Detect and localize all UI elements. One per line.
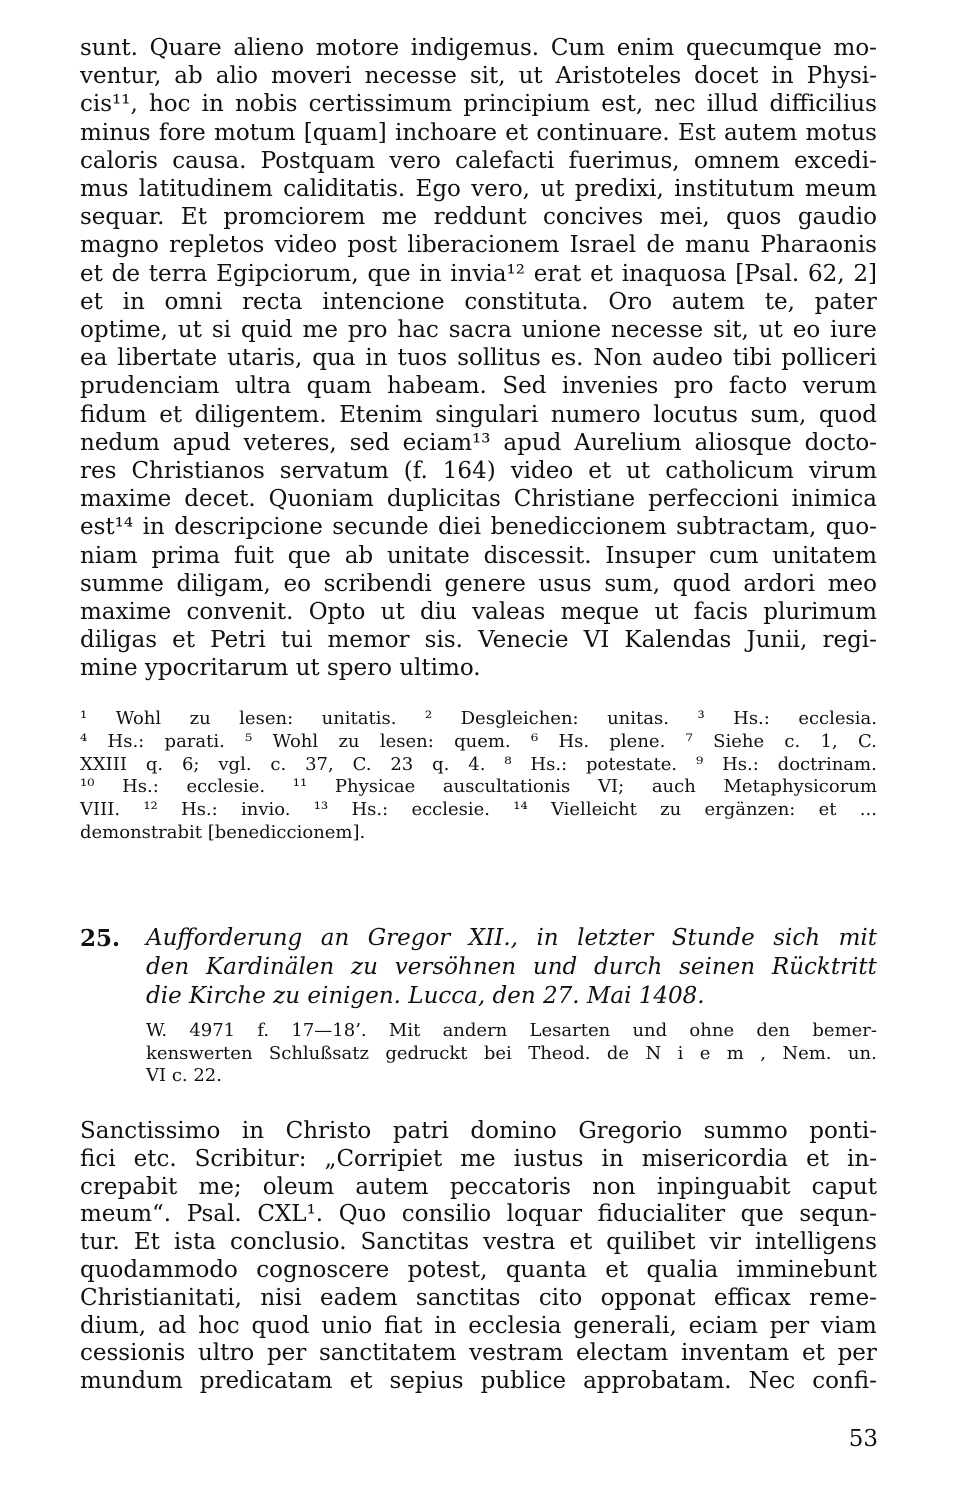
text-top-line: summe diligam, eo scribendi genere usus sum, quod ardori meo	[80, 570, 877, 597]
rubric-line: Aufforderung an Gregor XII., in letzter Stunde sich mit	[146, 925, 877, 951]
text-top-line: prudenciam ultra quam habeam. Sed invenies pro facto verum	[80, 373, 877, 400]
text-top-line: maxime decet. Quoniam duplicitas Christiane perfeccioni inimica	[80, 486, 877, 513]
text-top-line: et in omni recta intencione constituta. Oro autem te, pater	[80, 288, 877, 315]
rubric-line: die Kirche zu einigen. Lucca, den 27. Mai 1408.	[146, 983, 705, 1009]
text-top-line: ea libertate utaris, qua in tuos sollitus es. Non audeo tibi polliceri	[80, 345, 877, 372]
text-top-line: niam prima fuit que ab unitate discessit. Insuper cum unitatem	[80, 542, 877, 569]
document-number: 25.	[80, 925, 121, 952]
text-bottom-line: Sanctissimo in Christo patri domino Gregorio summo ponti-	[80, 1118, 877, 1144]
text-top-line: fidum et diligentem. Etenim singulari numero locutus sum, quod	[80, 401, 877, 428]
text-top-line: minus fore motum [quam] inchoare et continuare. Est autem motus	[80, 119, 877, 146]
text-top-line: sequar. Et promciorem me reddunt concives mei, quos gaudio	[80, 204, 877, 231]
text-top-line: et de terra Egipciorum, que in invia¹² erat et inaquosa [Psal. 62, 2]	[80, 260, 877, 287]
text-bottom-line: mundum predicatam et sepius publice approbatam. Nec confi-	[80, 1368, 877, 1395]
text-top-line: ventur, ab alio moveri necesse sit, ut Aristoteles docet in Physi-	[80, 63, 877, 90]
footnote-line: demonstrabit [benediccionem].	[80, 822, 366, 843]
text-top-line: cis¹¹, hoc in nobis certissimum principium est, nec illud difficilius	[80, 91, 877, 118]
footnote-line: ⁴ Hs.: parati. ⁵ Wohl zu lesen: quem. ⁶ Hs. plene. ⁷ Siehe c. 1, C.	[80, 730, 877, 752]
source-note-line: VI c. 22.	[146, 1065, 222, 1086]
text-bottom-line: quodammodo cognoscere potest, quanta et qualia imminebunt	[80, 1257, 877, 1283]
text-top-line: mus latitudinem caliditatis. Ego vero, ut predixi, institutum meum	[80, 176, 877, 202]
text-bottom-line: dium, ad hoc quod unio fiat in ecclesia generali, eciam per viam	[80, 1312, 877, 1339]
text-top-line: est¹⁴ in descripcione secunde diei benediccionem subtractam, quo-	[80, 514, 877, 541]
rubric-line: den Kardinälen zu versöhnen und durch seinen Rücktritt	[146, 954, 877, 980]
text-bottom-line: tur. Et ista conclusio. Sanctitas vestra et quilibet vir intelligens	[80, 1229, 877, 1256]
footnote-line: ¹ Wohl zu lesen: unitatis. ² Desgleichen: unitas. ³ Hs.: ecclesia.	[80, 708, 877, 729]
text-top-line: diligas et Petri tui memor sis. Venecie VI Kalendas Junii, regi-	[80, 627, 877, 654]
text-bottom-line: fici etc. Scribitur: „Corripiet me iustus in misericordia et in-	[80, 1145, 877, 1172]
text-top-line: nedum apud veteres, sed eciam¹³ apud Aurelium aliosque docto-	[80, 429, 877, 456]
text-top-line: maxime convenit. Opto ut diu valeas meque ut facis plurimum	[80, 599, 877, 625]
source-note-line: W. 4971 f. 17—18’. Mit andern Lesarten und ohne den bemer-	[146, 1020, 877, 1041]
footnote-line: VIII. ¹² Hs.: invio. ¹³ Hs.: ecclesie. ¹⁴ Vielleicht zu ergänzen: et ...	[80, 799, 877, 821]
text-bottom-line: Christianitati, nisi eadem sanctitas cito opponat efficax reme-	[80, 1284, 877, 1311]
source-note-line: kenswerten Schlußsatz gedruckt bei Theod. de N i e m , Nem. un.	[146, 1042, 877, 1064]
text-top-line: res Christianos servatum (f. 164) video et ut catholicum virum	[80, 458, 877, 484]
footnote-line: ¹⁰ Hs.: ecclesie. ¹¹ Physicae auscultationis VI; auch Metaphysicorum	[80, 776, 877, 798]
text-bottom-line: crepabit me; oleum autem peccatoris non inpinguabit caput	[80, 1173, 877, 1200]
text-top-line: optime, ut si quid me pro hac sacra unione necesse sit, ut eo iure	[80, 317, 877, 343]
text-top-line: mine ypocritarum ut spero ultimo.	[80, 655, 481, 682]
text-bottom-line: meum“. Psal. CXL¹. Quo consilio loquar fiducialiter que sequn-	[80, 1201, 877, 1228]
page-number: 53	[848, 1426, 878, 1452]
text-bottom-line: cessionis ultro per sanctitatem vestram electam inventam et per	[80, 1340, 877, 1367]
text-top-line: sunt. Quare alieno motore indigemus. Cum enim quecumque mo-	[80, 35, 877, 61]
footnote-line: XXIII q. 6; vgl. c. 37, C. 23 q. 4. ⁸ Hs.: potestate. ⁹ Hs.: doctrinam.	[80, 753, 877, 775]
text-top-line: magno repletos video post liberacionem Israel de manu Pharaonis	[80, 232, 877, 259]
text-top-line: caloris causa. Postquam vero calefacti fuerimus, omnem excedi-	[80, 147, 877, 174]
